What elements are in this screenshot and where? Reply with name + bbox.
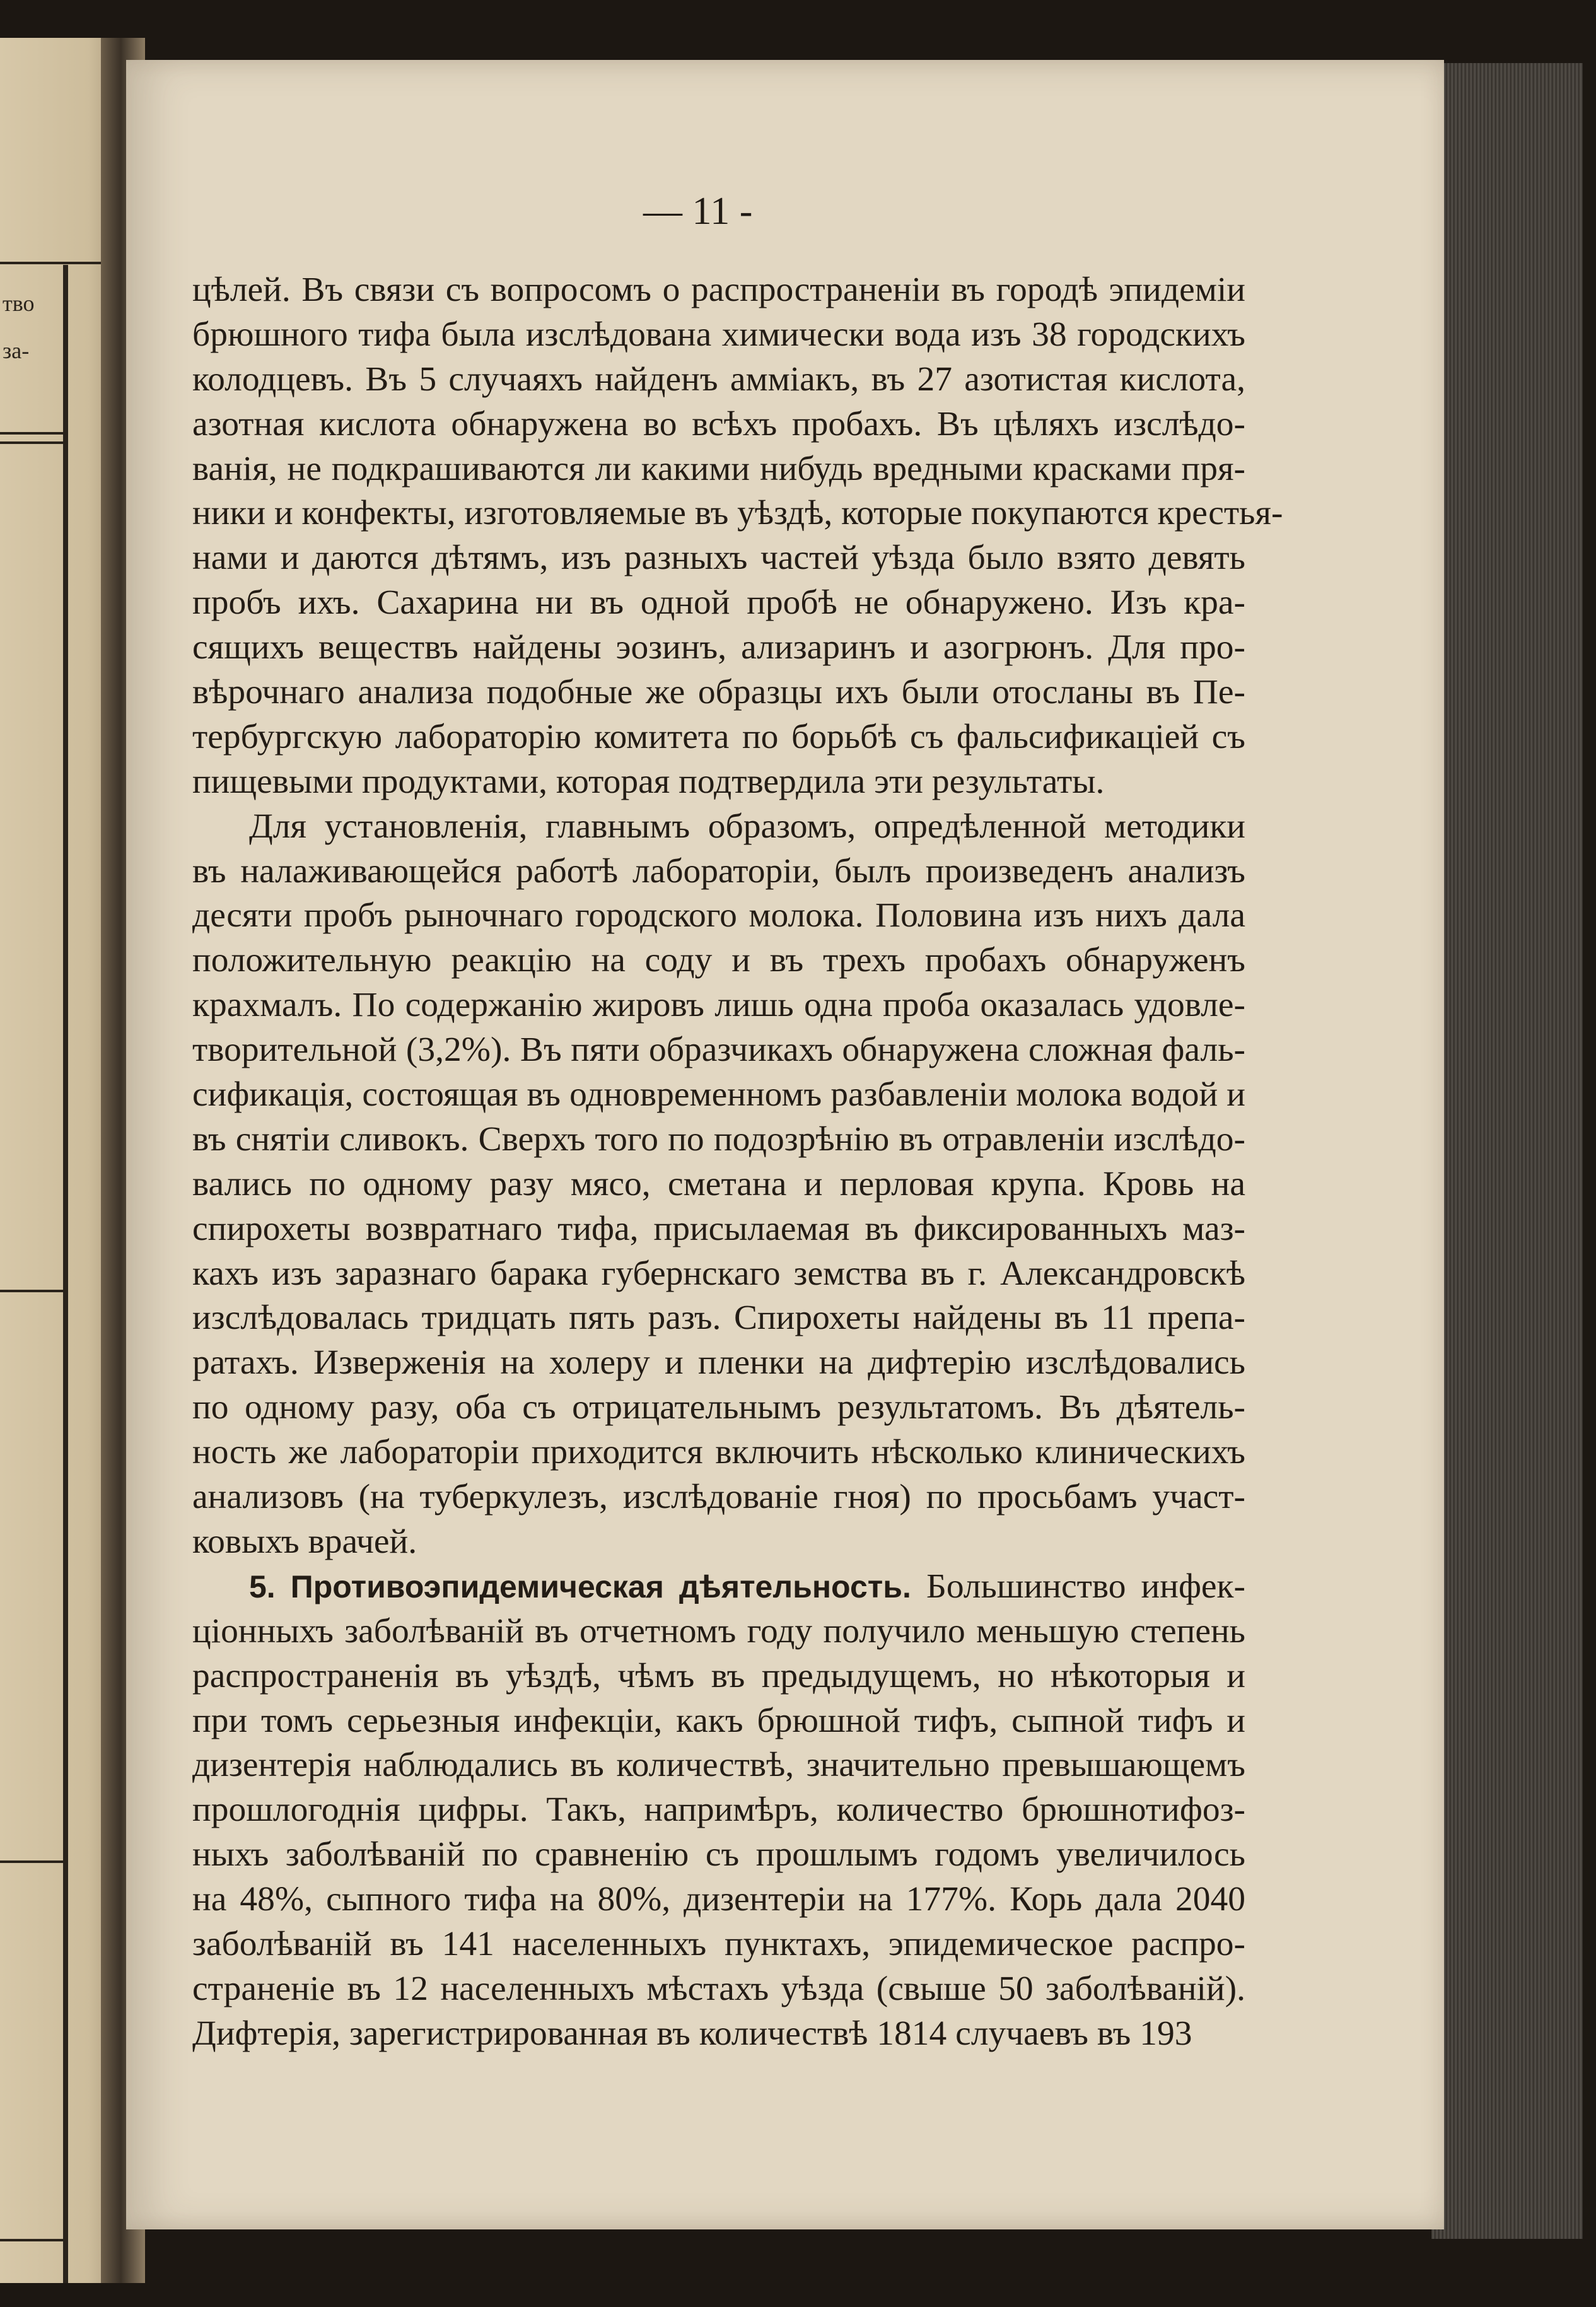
text-line: пробъ ихъ. Сахарина ни въ одной пробѣ не обнаружено. Изъ кра- bbox=[192, 583, 1245, 622]
text-line: анализовъ (на туберкулезъ, изслѣдованіе гноя) по просьбамъ участ- bbox=[192, 1478, 1245, 1517]
heading-line-rest: Большинство инфек- bbox=[926, 1567, 1245, 1606]
text-line bbox=[192, 1565, 1245, 1609]
text-line: по одному разу, оба съ отрицательнымъ результатомъ. Въ дѣятель- bbox=[192, 1388, 1245, 1427]
text-line: ковыхъ врачей. bbox=[192, 1522, 417, 1561]
text-line: распространенія въ уѣздѣ, чѣмъ въ предыдущемъ, но нѣкоторыя и bbox=[192, 1656, 1245, 1695]
text-line: сификація, состоящая въ одновременномъ разбавленіи молока водой и bbox=[192, 1075, 1245, 1114]
text-line: творительной (3,2%). Въ пяти образчикахъ обнаружена сложная фаль- bbox=[192, 1031, 1245, 1070]
text-line: цѣлей. Въ связи съ вопросомъ о распространенiи въ городѣ эпидемiи bbox=[192, 271, 1245, 309]
text-line: на 48%, сыпного тифа на 80%, дизентеріи на 177%. Корь дала 2040 bbox=[192, 1880, 1245, 1919]
text-line: колодцевъ. Въ 5 случаяхъ найденъ амміакъ, въ 27 азотистая кислота, bbox=[192, 359, 1245, 399]
section-heading: 5. Противоэпидемическая дѣятельность. bbox=[249, 1568, 911, 1604]
text-line: дизентерія наблюдались въ количествѣ, значительно превышающемъ bbox=[192, 1746, 1245, 1785]
left-page-rule bbox=[0, 2239, 63, 2241]
book-page-edges bbox=[1431, 63, 1583, 2239]
text-line: заболѣваній въ 141 населенныхъ пунктахъ, эпидемическое распро- bbox=[192, 1924, 1245, 1963]
text-line: азотная кислота обнаружена во всѣхъ пробахъ. Въ цѣляхъ изслѣдо- bbox=[192, 404, 1245, 443]
text-line: кахъ изъ заразнаго барака губернскаго земства въ г. Александровскѣ bbox=[192, 1254, 1245, 1293]
left-page-fragment: за- bbox=[3, 338, 30, 363]
paragraph bbox=[192, 1565, 1245, 2057]
text-line: сящихъ веществъ найдены эозинъ, ализаринъ и азогрюнъ. Для про- bbox=[192, 628, 1245, 667]
text-line: пищевыми продуктами, которая подтвердила эти результаты. bbox=[192, 762, 1105, 801]
text-line: ратахъ. Изверженія на холеру и пленки на дифтерію изслѣдовались bbox=[192, 1343, 1245, 1382]
text-line: спирохеты возвратнаго тифа, присылаемая въ фиксированныхъ маз- bbox=[192, 1209, 1245, 1248]
text-line: вались по одному разу мясо, сметана и перловая крупа. Кровь на bbox=[192, 1164, 1245, 1203]
text-line: прошлогоднія цифры. Такъ, напримѣръ, количество брюшнотифоз- bbox=[192, 1790, 1245, 1830]
left-page-rule bbox=[0, 1290, 63, 1292]
body-text bbox=[192, 268, 1283, 2057]
text-line: ники и конфекты, изготовляемые въ уѣздѣ, которые покупаются крестья- bbox=[192, 494, 1283, 533]
text-line: при томъ серьезныя инфекціи, какъ брюшной тифъ, сыпной тифъ и bbox=[192, 1701, 1245, 1740]
paragraph bbox=[192, 805, 1245, 1565]
text-line: положительную реакцію на соду и въ трехъ пробахъ обнаруженъ bbox=[192, 941, 1245, 980]
left-page-rule bbox=[0, 432, 63, 435]
left-page-rule bbox=[0, 1860, 63, 1863]
text-line: ныхъ заболѣваній по сравненію съ прошлымъ годомъ увеличилось bbox=[192, 1835, 1245, 1874]
text-line: Дифтерія, зарегистрированная въ количествѣ 1814 случаевъ въ 193 bbox=[192, 2014, 1192, 2053]
text-line: нами и даются дѣтямъ, изъ разныхъ частей уѣзда было взято девять bbox=[192, 539, 1245, 578]
text-line: въ налаживающейся работѣ лабораторіи, былъ произведенъ анализъ bbox=[192, 851, 1245, 891]
text-line: ность же лабораторіи приходится включить нѣсколько клиническихъ bbox=[192, 1433, 1245, 1472]
text-line: тербургскую лабораторію комитета по борьбѣ съ фальсификаціей съ bbox=[192, 717, 1245, 756]
paragraph bbox=[192, 268, 1283, 805]
text-line: въ снятіи сливокъ. Сверхъ того по подозрѣнію въ отравленіи изслѣдо- bbox=[192, 1119, 1245, 1159]
text-line: изслѣдовалась тридцать пять разъ. Спирохеты найдены въ 11 препа- bbox=[192, 1299, 1245, 1338]
text-line: ванія, не подкрашиваются ли какими нибудь вредными красками пря- bbox=[192, 449, 1245, 488]
left-page-rule bbox=[0, 441, 63, 444]
text-line: брюшного тифа была изслѣдована химически вода изъ 38 городскихъ bbox=[192, 315, 1245, 354]
left-page-fragment: тво bbox=[3, 291, 35, 316]
text-line: Для установленія, главнымъ образомъ, опредѣленной методики bbox=[249, 807, 1245, 846]
text-line: вѣрочнаго анализа подобные же образцы ихъ были отосланы въ Пе- bbox=[192, 673, 1245, 712]
left-page-column-rule bbox=[63, 265, 68, 2283]
text-line: ціонныхъ заболѣваній въ отчетномъ году получило меньшую степень bbox=[192, 1611, 1245, 1650]
text-line: крахмалъ. По содержанію жировъ лишь одна проба оказалась удовле- bbox=[192, 986, 1245, 1025]
text-line: страненіе въ 12 населенныхъ мѣстахъ уѣзда (свыше 50 заболѣваній). bbox=[192, 1969, 1245, 2008]
text-line: десяти пробъ рыночнаго городского молока. Половина изъ нихъ дала bbox=[192, 896, 1245, 935]
page-number: — 11 - bbox=[643, 190, 753, 233]
